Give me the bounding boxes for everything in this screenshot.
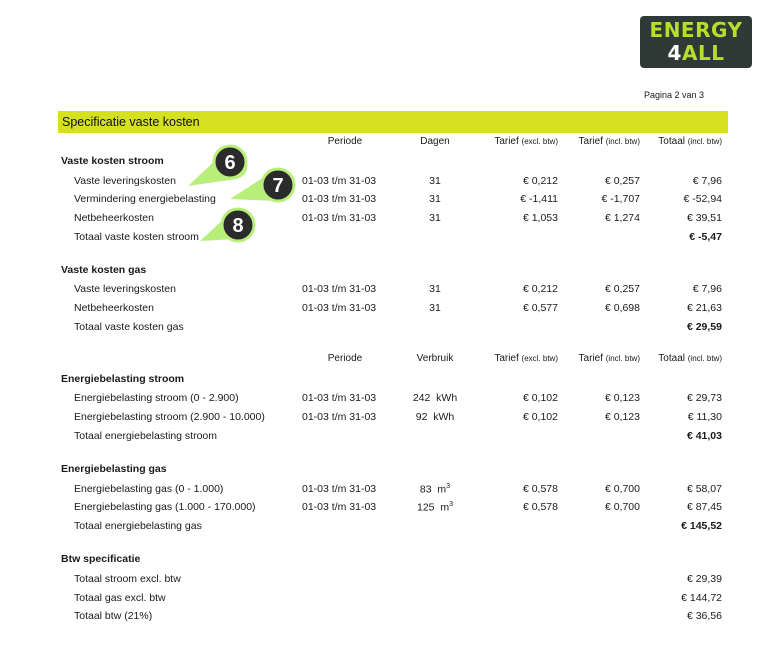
section-title-row	[0, 153, 768, 171]
row-label: Energiebelasting stroom (0 - 2.900)	[74, 392, 239, 404]
row-totaal: € 7,96	[692, 175, 722, 187]
table-row	[0, 608, 768, 626]
header-verbruik: Verbruik	[416, 353, 454, 364]
row-periode: 01-03 t/m 31-03	[302, 501, 377, 513]
section-title: Btw specificatie	[61, 553, 141, 565]
logo-four: 4	[667, 41, 682, 65]
header-tarief-incl: Tarief (incl. btw)	[578, 136, 640, 147]
row-totaal: € 29,73	[686, 392, 722, 404]
section-title: Energiebelasting stroom	[61, 373, 185, 385]
row-tarief-excl: € 0,577	[522, 302, 558, 314]
section-title: Energiebelasting gas	[61, 463, 167, 475]
row-totaal: € 87,45	[686, 501, 722, 513]
row-label: Vermindering energiebelasting	[74, 193, 216, 205]
row-label: Energiebelasting gas (1.000 - 170.000)	[74, 501, 256, 513]
row-tarief-excl: € 0,212	[522, 283, 558, 295]
header-periode: Periode	[327, 136, 363, 147]
table-row	[0, 300, 768, 318]
total-value: € 29,59	[686, 321, 722, 333]
table-row	[0, 481, 768, 499]
row-label: Energiebelasting stroom (2.900 - 10.000)	[74, 411, 265, 423]
row-totaal: € 21,63	[686, 302, 722, 314]
table-row	[0, 409, 768, 427]
row-dagen: 31	[429, 193, 441, 205]
row-totaal: € 11,30	[687, 411, 722, 423]
row-tarief-excl: € 0,102	[522, 411, 558, 423]
logo-all: ALL	[681, 41, 725, 65]
row-verbruik: 125 $m^3$	[416, 501, 453, 514]
row-periode: 01-03 t/m 31-03	[302, 483, 377, 495]
row-periode: 01-03 t/m 31-03	[302, 175, 377, 187]
row-tarief-excl: € 0,102	[522, 392, 558, 404]
row-dagen: 31	[429, 302, 441, 314]
row-periode: 01-03 t/m 31-03	[302, 212, 377, 224]
header-tarief-incl: Tarief (incl. btw)	[578, 353, 640, 364]
row-tarief-excl: € 0,212	[522, 175, 558, 187]
header-totaal: Totaal (incl. btw)	[658, 353, 722, 364]
row-tarief-excl: € 1,053	[522, 212, 558, 224]
section-title: Vaste kosten stroom	[61, 155, 164, 167]
total-value: € 145,52	[681, 520, 722, 532]
row-periode: 01-03 t/m 31-03	[302, 411, 377, 423]
row-totaal: € 36,56	[686, 610, 722, 622]
row-dagen: 31	[429, 283, 441, 295]
row-label: Netbeheerkosten	[74, 212, 154, 224]
row-label: Energiebelasting gas (0 - 1.000)	[74, 483, 224, 495]
row-periode: 01-03 t/m 31-03	[302, 302, 377, 314]
row-verbruik: 92 kWh	[415, 411, 455, 423]
banner-title: Specificatie vaste kosten	[62, 115, 200, 129]
row-dagen: 31	[429, 212, 441, 224]
total-row	[0, 518, 768, 536]
row-tarief-incl: € 0,698	[604, 302, 640, 314]
row-label: Netbeheerkosten	[74, 302, 154, 314]
table-row	[0, 281, 768, 299]
callout-number: 7	[272, 175, 284, 197]
header-periode: Periode	[327, 353, 363, 364]
header-tarief-excl: Tarief (excl. btw)	[494, 136, 558, 147]
total-row	[0, 428, 768, 446]
callout-8	[192, 203, 272, 253]
callout-number: 6	[224, 152, 236, 174]
row-tarief-incl: € -1,707	[601, 193, 640, 205]
row-tarief-incl: € 0,257	[604, 175, 640, 187]
total-value: € -5,47	[689, 231, 722, 243]
total-value: € 41,03	[686, 430, 722, 442]
row-periode: 01-03 t/m 31-03	[302, 392, 377, 404]
row-label: Vaste leveringskosten	[74, 175, 176, 187]
total-row	[0, 319, 768, 337]
callout-number: 8	[232, 215, 244, 237]
row-totaal: € 7,96	[692, 283, 722, 295]
row-totaal: € 39,51	[686, 212, 722, 224]
table-row	[0, 210, 768, 228]
row-totaal: € 144,72	[681, 592, 722, 604]
row-tarief-excl: € 0,578	[522, 483, 558, 495]
row-tarief-excl: € 0,578	[522, 501, 558, 513]
row-totaal: € -52,94	[683, 193, 722, 205]
logo-line2	[640, 41, 752, 65]
column-header-row	[0, 351, 768, 369]
row-tarief-incl: € 0,257	[604, 283, 640, 295]
table-row	[0, 390, 768, 408]
table-row	[0, 191, 768, 209]
row-label: Totaal stroom excl. btw	[74, 573, 181, 585]
page-number: Pagina 2 van 3	[643, 90, 704, 100]
section-title: Vaste kosten gas	[61, 264, 147, 276]
row-tarief-incl: € 0,123	[604, 392, 640, 404]
total-label: Totaal energiebelasting gas	[74, 520, 202, 532]
total-label: Totaal vaste kosten gas	[74, 321, 184, 333]
header-totaal: Totaal (incl. btw)	[658, 136, 722, 147]
row-tarief-incl: € 1,274	[604, 212, 640, 224]
table-row	[0, 571, 768, 589]
section-title-row	[0, 551, 768, 569]
row-tarief-incl: € 0,123	[604, 411, 640, 423]
total-label: Totaal vaste kosten stroom	[74, 231, 199, 243]
table-row	[0, 590, 768, 608]
row-label: Totaal gas excl. btw	[74, 592, 166, 604]
column-header-row	[0, 134, 768, 152]
table-row	[0, 173, 768, 191]
row-label: Totaal btw (21%)	[74, 610, 153, 622]
section-title-row	[0, 371, 768, 389]
row-tarief-incl: € 0,700	[604, 483, 640, 495]
row-periode: 01-03 t/m 31-03	[302, 193, 377, 205]
section-title-row	[0, 461, 768, 479]
row-tarief-incl: € 0,700	[604, 501, 640, 513]
row-label: Vaste leveringskosten	[74, 283, 176, 295]
row-periode: 01-03 t/m 31-03	[302, 283, 377, 295]
header-tarief-excl: Tarief (excl. btw)	[494, 353, 558, 364]
row-verbruik: 83 $m^3$	[419, 483, 451, 496]
row-dagen: 31	[429, 175, 441, 187]
row-totaal: € 29,39	[686, 573, 722, 585]
section-title-row	[0, 262, 768, 280]
row-totaal: € 58,07	[686, 483, 722, 495]
section-banner	[58, 111, 728, 133]
header-dagen: Dagen	[420, 136, 450, 147]
table-row	[0, 499, 768, 517]
logo-line1: ENERGY	[649, 18, 743, 42]
row-tarief-excl: € -1,411	[520, 193, 558, 205]
total-row	[0, 229, 768, 247]
total-label: Totaal energiebelasting stroom	[74, 430, 218, 442]
row-verbruik: 242 kWh	[412, 392, 458, 404]
energy4all-logo	[640, 16, 752, 68]
